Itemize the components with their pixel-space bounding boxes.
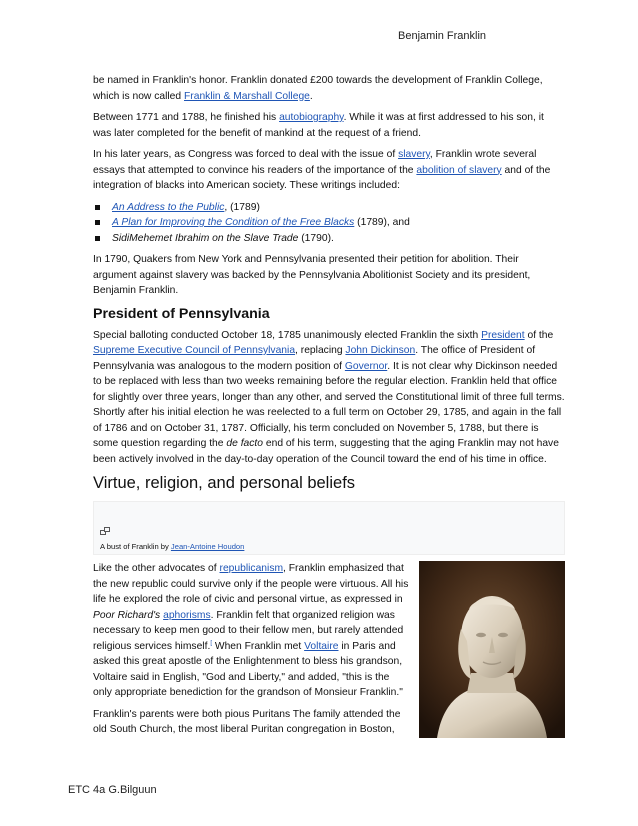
enlarge-icon[interactable] bbox=[100, 527, 110, 536]
paragraph-virtue: Like the other advocates of republicanism, Franklin emphasized that the new republic could survive only if the people were virtuous. All his life he explored the role of civic and personal virtue, as expressed in Poor Richard's aphorisms. Franklin felt that organized religion was necessary to keep men good to their fellow men, but rarely attended religious services himself.[ When Franklin met Voltaire in Paris and asked this great apostle of the Enlightenment to bless his grandson, Voltaire said in English, "God and Liberty," and added, "this is the only appropriate benediction for the grandson of Monsieur Franklin." bbox=[93, 563, 409, 698]
figure-caption-box bbox=[93, 501, 565, 555]
link-address-to-public[interactable]: An Address to the Public bbox=[112, 201, 225, 213]
figure-caption: A bust of Franklin by Jean-Antoine Houdon bbox=[100, 542, 245, 551]
link-governor[interactable]: Governor bbox=[344, 360, 388, 372]
citation-link[interactable]: [ bbox=[210, 640, 212, 647]
list-item: A Plan for Improving the Condition of the Free Blacks (1789), and bbox=[93, 215, 565, 231]
paragraph-quakers: In 1790, Quakers from New York and Pennsylvania presented their petition for abolition. Their argument against slavery was backed by the Pennsylvania Abolitionist Society and its president, Benjamin Franklin. bbox=[93, 254, 531, 296]
running-header: Benjamin Franklin bbox=[398, 30, 487, 42]
slave-trade-title: SidiMehemet Ibrahim on the Slave Trade bbox=[112, 232, 299, 244]
link-republicanism[interactable]: republicanism bbox=[219, 563, 284, 574]
writings-list bbox=[93, 200, 565, 247]
article-content bbox=[93, 73, 565, 744]
bullet-icon bbox=[95, 236, 100, 241]
link-houdon[interactable]: Jean-Antoine Houdon bbox=[170, 542, 245, 551]
link-autobiography[interactable]: autobiography bbox=[279, 112, 344, 123]
bullet-icon bbox=[95, 205, 100, 210]
paragraph-autobiography: Between 1771 and 1788, he finished his autobiography. While it was at first addressed to his son, it was later completed for the benefit of mankind at the request of a friend. bbox=[93, 112, 544, 139]
link-supreme-council[interactable]: Supreme Executive Council of Pennsylvania bbox=[93, 345, 296, 356]
paragraph-college: be named in Franklin's honor. Franklin donated £200 towards the development of Franklin College, which is now called Franklin & Marshall College. bbox=[93, 75, 543, 102]
heading-president: President of Pennsylvania bbox=[93, 305, 270, 322]
link-plan-free-blacks[interactable]: A Plan for Improving the Condition of the Free Blacks bbox=[112, 217, 355, 228]
franklin-bust-image bbox=[419, 561, 565, 738]
list-item: SidiMehemet Ibrahim on the Slave Trade (1790). bbox=[93, 231, 565, 247]
link-slavery[interactable]: slavery bbox=[398, 149, 430, 160]
paragraph-president: Special balloting conducted October 18, 1785 unanimously elected Franklin the sixth President of the Supreme Executive Council of Pennsylvania, replacing John Dickinson. The office of President of Pennsylvania was analogous to the modern position of Governor. It is not clear why Dickinson needed to be replaced with less than two weeks remaining before the regular election. Franklin held that office for slightly over three years, longer than any other, and served the Constitutional limit of three full terms. Shortly after his initial election he was reelected to a full term on October 29, 1785, and again in the fall of 1786 and on October 31, 1787. Officially, his term concluded on November 5, 1788, but there is some question regarding the de facto end of his term, suggesting that the aging Franklin may not have been actively involved in the day-to-day operation of the Council toward the end of his time in office. bbox=[93, 329, 565, 465]
link-aphorisms[interactable]: aphorisms bbox=[163, 609, 211, 621]
virtue-body bbox=[93, 561, 565, 738]
link-president[interactable]: President bbox=[481, 329, 525, 341]
paragraph-slavery: In his later years, as Congress was forced to deal with the issue of slavery, Franklin wrote several essays that attempted to convince his readers of the importance of the abolition of slavery and of the integration of blacks into American society. These writings included: bbox=[93, 149, 551, 191]
page-footer: ETC 4a G.Bilguun bbox=[68, 784, 157, 796]
bullet-icon bbox=[95, 220, 100, 225]
paragraph-parents: Franklin's parents were both pious Puritans The family attended the old South Church, the most liberal Puritan congregation in Boston, bbox=[93, 708, 401, 735]
heading-virtue: Virtue, religion, and personal beliefs bbox=[93, 474, 356, 492]
link-voltaire[interactable]: Voltaire bbox=[304, 640, 339, 652]
link-franklin-marshall[interactable]: Franklin & Marshall College bbox=[184, 90, 310, 102]
link-abolition-of-slavery[interactable]: abolition of slavery bbox=[416, 164, 502, 176]
link-john-dickinson[interactable]: John Dickinson bbox=[345, 345, 416, 356]
list-item: An Address to the Public, (1789) bbox=[93, 200, 565, 216]
virtue-text bbox=[93, 561, 411, 738]
